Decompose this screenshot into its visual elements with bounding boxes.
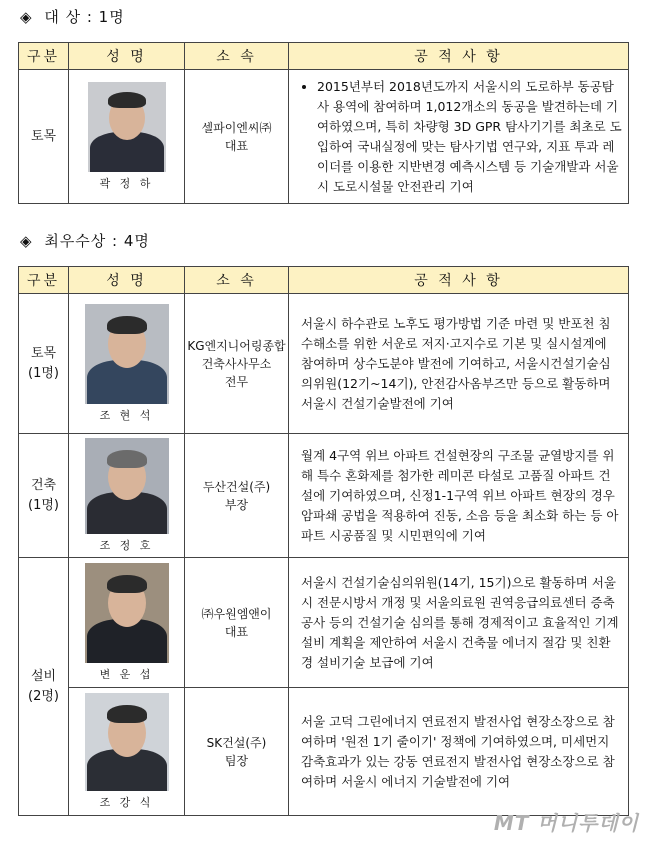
col-name: 성 명: [69, 267, 185, 294]
person-name: 조 강 식: [99, 796, 154, 809]
achievement-cell: [289, 70, 629, 204]
affiliation-cell: [185, 688, 289, 816]
diamond-bullet-icon: ◈: [20, 8, 33, 26]
col-category: 구분: [19, 267, 69, 294]
section2-heading: [20, 230, 150, 251]
affiliation-title: 팀장: [224, 753, 249, 768]
excellence-prize-table: [18, 266, 629, 816]
affiliation-cell: [185, 70, 289, 204]
col-affiliation: 소 속: [185, 267, 289, 294]
person-cell: [69, 434, 185, 558]
affiliation-title: 부장: [224, 497, 249, 512]
grand-prize-table: [18, 42, 629, 204]
portrait-photo: [85, 563, 169, 663]
table-row: [19, 294, 629, 434]
category-label: 토목: [30, 128, 57, 144]
achievement-text: 서울시 건설기술심의위원(14기, 15기)으로 활동하며 서울시 전문시방서 개정 및 서울의료원 권역응급의료센터 증축공사 등의 건설기술 심의를 통해 경제적이고 효율적인 기계설비 계획을 제안하여 서울시 건축물 에너지 절감 및 친환경 설비기술 보급에 기여: [301, 574, 619, 670]
category-label: 설비: [30, 668, 57, 684]
affiliation-company: 셀파이엔씨㈜: [201, 120, 272, 135]
achievement-text: 서울 고덕 그린에너지 연료전지 발전사업 현장소장으로 참여하며 '원전 1기 줄이기' 정책에 기여하였으며, 미세먼지 감축효과가 있는 강동 연료전지 발전사업 현장소장으로 참여하며 서울시 에너지 기술발전에 기여: [301, 713, 615, 789]
col-category: 구분: [19, 43, 69, 70]
category-cell: [19, 434, 69, 558]
person-name: 곽 정 하: [99, 177, 154, 190]
table-row: [19, 688, 629, 816]
section1-heading: [20, 6, 125, 27]
affiliation-company: ㈜우원엠앤이: [201, 606, 272, 621]
section2-heading-text: 최우수상 : 4명: [44, 232, 150, 250]
diamond-bullet-icon: ◈: [20, 232, 33, 250]
table-header-row: [19, 267, 629, 294]
category-count: (1명): [28, 365, 59, 381]
section1-heading-text: 대 상 : 1명: [44, 8, 125, 26]
category-count: (1명): [28, 497, 59, 513]
table-header-row: [19, 43, 629, 70]
affiliation-cell: [185, 558, 289, 688]
category-count: (2명): [28, 688, 59, 704]
person-name: 조 정 호: [99, 539, 154, 552]
col-achievement: 공 적 사 항: [289, 43, 629, 70]
affiliation-cell: [185, 434, 289, 558]
col-affiliation: 소 속: [185, 43, 289, 70]
person-cell: [69, 70, 185, 204]
affiliation-company-line2: 건축사사무소: [201, 356, 272, 371]
col-achievement: 공 적 사 항: [289, 267, 629, 294]
achievement-text: • 2015년부터 2018년도까지 서울시의 도로하부 동공탐사 용역에 참여하며 1,012개소의 동공을 발견하는데 기여하였으며, 특히 차량형 3D GPR 탐사기기를 최초로 도입하여 국내실정에 맞는 탐사기법 연구와, 지표 투과 레이더를 이용한 지반변경 예측시스템 등 기술개발과 서울시 도로시설물 안전관리 기여: [317, 77, 622, 197]
portrait-photo: [88, 82, 166, 172]
person-cell: [69, 688, 185, 816]
category-label: 토목: [30, 345, 57, 361]
portrait-photo: [85, 438, 169, 534]
portrait-photo: [85, 693, 169, 791]
portrait-photo: [85, 304, 169, 404]
affiliation-company: 두산건설(주): [202, 479, 271, 494]
achievement-text: 월계 4구역 위브 아파트 건설현장의 구조물 균열방지를 위해 특수 혼화제를 첨가한 레미콘 타설로 고품질 아파트 건설에 기여하였으며, 신정1-1구역 위브 아파트 현장의 경우 암파쇄 공법을 적용하여 진동, 소음 등을 최소화 하는 등 아파트 시공품질 및 시민편익에 기여: [301, 447, 619, 543]
affiliation-title: 대표: [224, 138, 249, 153]
table-row: [19, 558, 629, 688]
affiliation-title: 대표: [224, 624, 249, 639]
col-name: 성 명: [69, 43, 185, 70]
achievement-text: 서울시 하수관로 노후도 평가방법 기준 마련 및 반포천 침수해소를 위한 서운로 저지·고지수로 기본 및 실시설계에 참여하며 상수도분야 발전에 기여하고, 서울시건설기술심의위원(12기~14기), 안전감사옴부즈만 등으로 활동하며 서울시 건설기술발전에 기여: [301, 315, 611, 411]
achievement-cell: [289, 688, 629, 816]
category-cell: [19, 558, 69, 816]
category-cell: [19, 70, 69, 204]
table-row: [19, 434, 629, 558]
achievement-cell: [289, 434, 629, 558]
affiliation-title: 전무: [224, 374, 249, 389]
publisher-watermark: MT 머니투데이: [493, 811, 639, 835]
affiliation-company: SK건설(주): [206, 735, 267, 750]
achievement-cell: [289, 294, 629, 434]
person-name: 변 운 섭: [99, 668, 154, 681]
achievement-cell: [289, 558, 629, 688]
affiliation-company: KG엔지니어링종합: [187, 338, 286, 353]
table-row: [19, 70, 629, 204]
affiliation-cell: [185, 294, 289, 434]
person-name: 조 현 석: [99, 409, 154, 422]
category-label: 건축: [30, 477, 57, 493]
person-cell: [69, 294, 185, 434]
person-cell: [69, 558, 185, 688]
category-cell: [19, 294, 69, 434]
